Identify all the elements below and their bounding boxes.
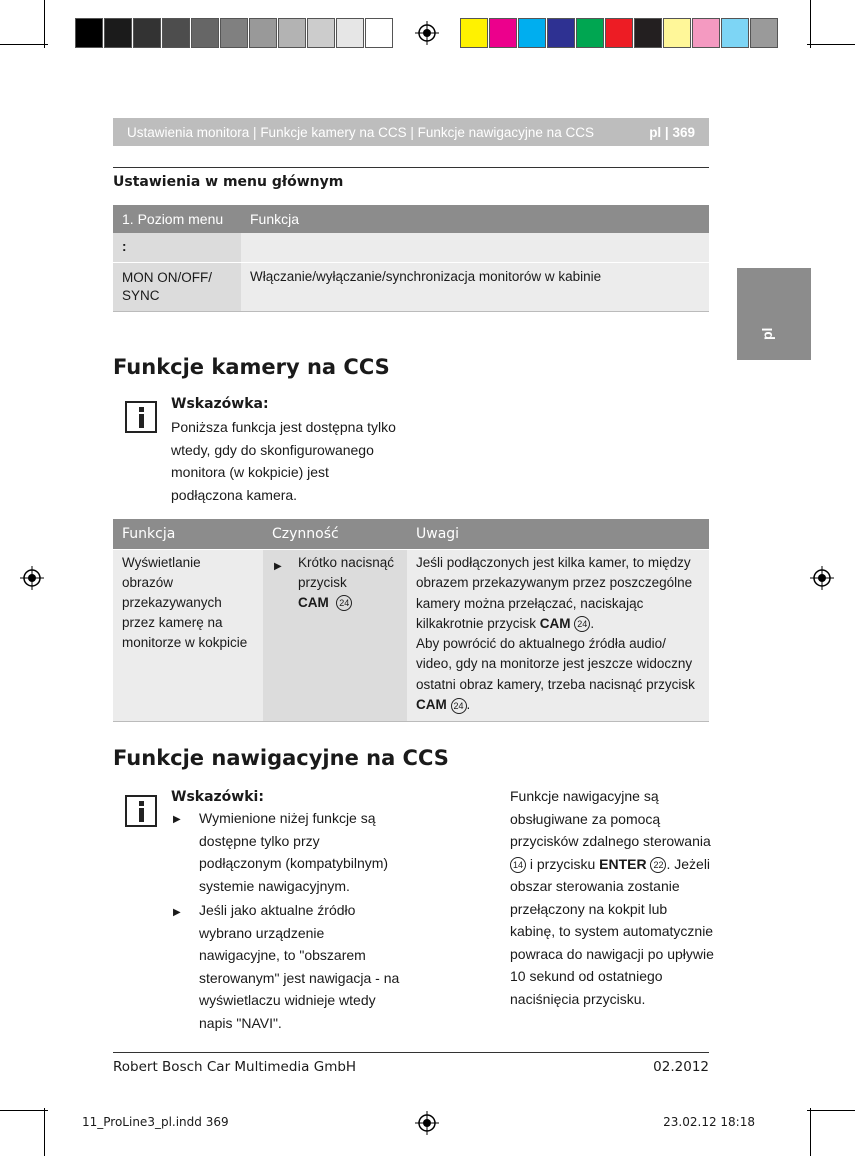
table-header	[113, 205, 709, 233]
key-number-badge: 24	[336, 595, 352, 611]
color-swatch	[721, 18, 749, 48]
section-heading: Funkcje kamery na CCS	[113, 355, 390, 379]
crop-mark	[810, 0, 811, 48]
gray-swatch	[278, 18, 306, 48]
menu-table	[113, 205, 709, 311]
color-swatch	[547, 18, 575, 48]
table-cell: Wyświetlanie obrazów przekazywanych przez kamerę na monitorze w kokpicie	[113, 550, 263, 722]
table-row	[113, 549, 709, 722]
gray-swatch	[220, 18, 248, 48]
crop-mark	[44, 0, 45, 48]
key-number-badge: 14	[510, 857, 526, 873]
color-swatch	[605, 18, 633, 48]
bullet-text: Wymienione niżej funkcje są dostępne tylko przy podłączonym (kompatybilnym) systemie nawigacyjnym.	[199, 810, 389, 894]
divider	[113, 311, 709, 312]
table-cell: Włączanie/wyłączanie/synchronizacja monitorów w kabinie	[241, 263, 709, 311]
note-title: Wskazówki:	[171, 789, 264, 805]
key-number-badge: 24	[574, 616, 590, 632]
gray-swatch	[249, 18, 277, 48]
bullet-icon: ▶	[173, 814, 181, 825]
color-swatch	[663, 18, 691, 48]
gray-swatch	[133, 18, 161, 48]
bullet-icon: ▶	[274, 561, 282, 572]
crop-mark	[44, 1108, 45, 1156]
camera-table	[113, 519, 709, 722]
slug-timestamp: 23.02.12 18:18	[663, 1115, 755, 1129]
table-row	[113, 233, 709, 262]
gray-swatch	[162, 18, 190, 48]
bullet-icon: ▶	[173, 907, 181, 918]
crop-mark	[0, 1110, 48, 1111]
registration-mark-icon	[415, 1111, 439, 1135]
key-label: CAM	[298, 595, 329, 610]
nav-description: Funkcje nawigacyjne są obsługiwane za pomocą przycisków zdalnego sterowania 14 i przycisku ENTER 22 . Jeżeli obszar sterowania zostanie przełączony na kokpit lub kabinę, to system automatycznie powraca do nawigacji po upływie 10 sekund od ostatniego naciśnięcia przycisku.	[510, 788, 714, 1007]
column-header: Uwagi	[416, 526, 460, 542]
language-tab	[737, 268, 811, 360]
table-row	[113, 262, 709, 311]
page-header	[113, 118, 709, 146]
color-swatch	[489, 18, 517, 48]
key-number-badge: 22	[650, 857, 666, 873]
slug-filename: 11_ProLine3_pl.indd 369	[82, 1115, 229, 1129]
registration-mark-icon	[20, 566, 44, 590]
gray-swatch	[307, 18, 335, 48]
divider	[113, 1052, 709, 1053]
key-number-badge: 24	[451, 698, 467, 714]
gray-swatch	[336, 18, 364, 48]
footer-date: 02.2012	[653, 1059, 709, 1075]
breadcrumb: Ustawienia monitora | Funkcje kamery na CCS | Funkcje nawigacyjne na CCS	[127, 124, 594, 140]
column-header: Funkcja	[250, 211, 300, 227]
gray-swatch	[191, 18, 219, 48]
crop-mark	[810, 1108, 811, 1156]
color-swatch	[692, 18, 720, 48]
crop-mark	[807, 44, 855, 45]
color-swatch	[634, 18, 662, 48]
column-header: 1. Poziom menu	[122, 211, 224, 227]
divider	[113, 721, 709, 722]
gray-swatch	[365, 18, 393, 48]
registration-mark-icon	[415, 21, 439, 45]
crop-mark	[807, 1110, 855, 1111]
table-cell: Jeśli podłączonych jest kilka kamer, to między obrazem przekazywanym przez poszczególne kamery można przełączać, naciskając kilkakrotnie przycisk CAM 24 . Aby powrócić do aktualnego źródła audio/ video, gdy na monitorze jest jeszcze widoczny ostatni obraz kamery, trzeba nacisnąć przycisk CAM 24 .	[407, 550, 709, 722]
page-number: pl | 369	[649, 124, 695, 140]
table-cell: ▶ Krótko nacisnąć przycisk CAM 24	[263, 550, 407, 722]
key-label: ENTER	[599, 855, 647, 872]
column-header: Funkcja	[122, 526, 176, 542]
crop-mark	[0, 44, 48, 45]
table-header	[113, 519, 709, 549]
column-header: Czynność	[272, 526, 339, 542]
table-cell	[241, 233, 709, 262]
language-tab-label: pl	[759, 327, 775, 340]
table-cell: :	[113, 233, 241, 262]
section-heading: Funkcje nawigacyjne na CCS	[113, 746, 449, 770]
gray-swatch	[75, 18, 103, 48]
bullet-text: Jeśli jako aktualne źródło wybrano urządzenie nawigacyjne, to "obszarem sterowanym" jest nawigacja - na wyświetlaczu widnieje wtedy napis "NAVI".	[199, 902, 400, 1031]
section-title: Ustawienia w menu głównym	[113, 174, 344, 190]
note-title: Wskazówka:	[171, 396, 269, 412]
color-swatch	[460, 18, 488, 48]
color-swatch	[576, 18, 604, 48]
gray-swatch	[104, 18, 132, 48]
color-swatch	[750, 18, 778, 48]
info-icon	[125, 401, 157, 433]
table-cell: MON ON/OFF/ SYNC	[113, 263, 241, 311]
info-icon	[125, 795, 157, 827]
registration-mark-icon	[810, 566, 834, 590]
color-swatch	[518, 18, 546, 48]
footer-company: Robert Bosch Car Multimedia GmbH	[113, 1059, 357, 1075]
note-text: Poniższa funkcja jest dostępna tylko wtedy, gdy do skonfigurowanego monitora (w kokpicie) jest podłączona kamera.	[171, 419, 396, 503]
divider	[113, 167, 709, 168]
